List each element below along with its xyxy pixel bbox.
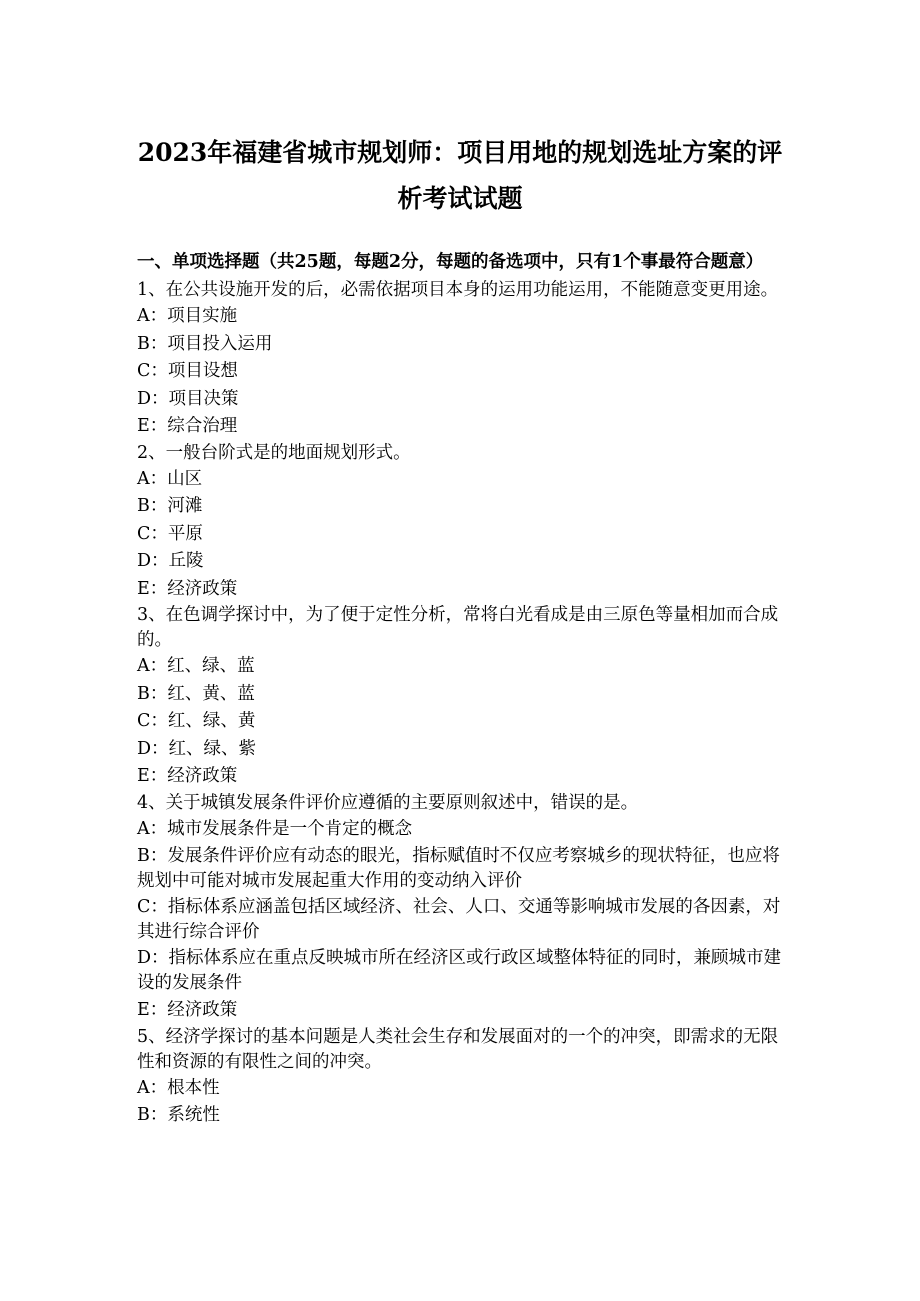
option-d: D：项目决策 [137, 388, 239, 409]
page-title [120, 130, 800, 222]
option-b: B：河滩 [137, 496, 203, 516]
option-e: E：经济政策 [137, 766, 238, 786]
title-line-1: 2023年福建省城市规划师：项目用地的规划选址方案的评 [137, 138, 783, 167]
option-c: C：项目设想 [137, 361, 238, 381]
option-a: A：项目实施 [137, 306, 238, 326]
title-line-2: 析考试试题 [397, 184, 523, 213]
option-d: D：指标体系应在重点反映城市所在经济区或行政区域整体特征的同时，兼顾城市建设的发展条件 [137, 948, 782, 993]
option-b: B：系统性 [137, 1105, 220, 1125]
option-a: A：山区 [137, 468, 203, 489]
question-stem: 4、关于城镇发展条件评价应遵循的主要原则叙述中，错误的是。 [137, 792, 639, 813]
question-stem: 5、经济学探讨的基本问题是人类社会生存和发展面对的一个的冲突，即需求的无限性和资源的有限性之间的冲突。 [137, 1026, 779, 1072]
option-d: D：丘陵 [137, 551, 204, 571]
option-b: B：发展条件评价应有动态的眼光，指标赋值时不仅应考察城乡的现状特征，也应将规划中可能对城市发展起重大作用的变动纳入评价 [137, 846, 780, 891]
option-d: D：红、绿、紫 [137, 738, 257, 759]
option-a: A：城市发展条件是一个肯定的概念 [137, 818, 413, 839]
section-heading: 一、单项选择题（共25题，每题2分，每题的备选项中，只有1个事最符合题意） [137, 252, 764, 272]
question-stem: 3、在色调学探讨中，为了便于定性分析，常将白光看成是由三原色等量相加而合成的。 [137, 605, 779, 650]
question-stem: 1、在公共设施开发的后，必需依据项目本身的运用功能运用，不能随意变更用途。 [137, 280, 779, 300]
question-stem: 2、一般台阶式是的地面规划形式。 [137, 442, 411, 463]
question-4 [137, 791, 787, 1025]
option-e: E：经济政策 [137, 578, 238, 599]
question-3 [137, 603, 787, 791]
option-a: A：红、绿、蓝 [137, 656, 255, 676]
option-e: E：经济政策 [137, 1000, 238, 1020]
option-b: B：项目投入运用 [137, 333, 273, 354]
option-c: C：红、绿、黄 [137, 711, 256, 731]
option-a: A：根本性 [137, 1077, 220, 1098]
option-e: E：综合治理 [137, 416, 238, 436]
option-b: B：红、黄、蓝 [137, 683, 255, 704]
option-c: C：指标体系应涵盖包括区域经济、社会、人口、交通等影响城市发展的各因素，对其进行综合评价 [137, 897, 781, 942]
option-c: C：平原 [137, 523, 203, 544]
question-1 [137, 278, 787, 441]
question-2 [137, 441, 787, 604]
question-5 [137, 1025, 787, 1130]
exam-content [137, 250, 787, 1130]
